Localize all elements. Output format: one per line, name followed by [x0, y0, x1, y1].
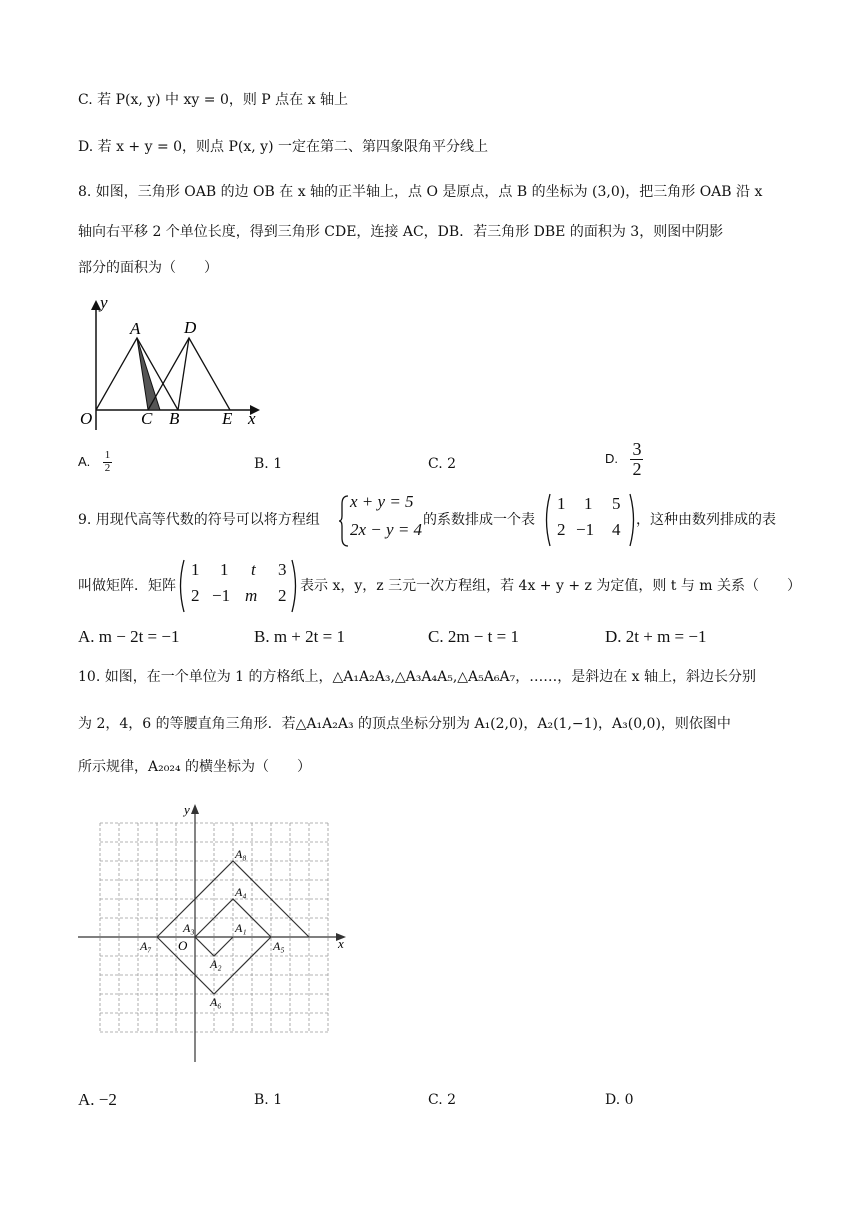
q9-text-line1a: 9. 用现代高等代数的符号可以将方程组 [78, 512, 320, 528]
q8-option-a: A. $\frac{1}{2}$ [78, 449, 111, 474]
q8-text-line1: 8. 如图，三角形 OAB 的边 OB 在 x 轴的正半轴上，点 O 是原点，点 B 的坐标为 (3,0)，把三角形 OAB 沿 x [78, 184, 763, 200]
q9-matrix1-r1c3: 5 [612, 494, 621, 513]
q9-matrix2-r2c1: 2 [191, 586, 200, 605]
q9-matrix2-r1c4: 3 [278, 560, 287, 579]
q8-option-d: D. $\frac{3}{2}$ [605, 439, 642, 479]
label-y: y [184, 802, 190, 817]
q10-text-line1: 10. 如图，在一个单位为 1 的方格纸上，△A₁A₂A₃,△A₃A₄A₅,△A₅A₆A₇，……，是斜边在 x 轴上，斜边长分别 [78, 669, 757, 685]
label-c: C [141, 409, 153, 428]
label-a2: A₂ [210, 957, 222, 971]
q9-matrix2-r1c3: t [251, 560, 256, 579]
label-a1: A₁ [235, 921, 247, 935]
triangle-oab [96, 338, 178, 410]
q8-option-c: C. 2 [428, 456, 457, 472]
q9-option-a: A. m − 2t = −1 [78, 627, 180, 646]
q7-option-d: D. 若 x + y = 0，则点 P(x, y) 一定在第二、第四象限角平分线上 [78, 139, 488, 155]
q9-text-line2a: 叫做矩阵．矩阵 [78, 578, 176, 594]
q9-matrix1-r2c3: 4 [612, 520, 621, 539]
label-a8: A₈ [235, 847, 247, 861]
q8-text-line2: 轴向右平移 2 个单位长度，得到三角形 CDE，连接 AC，DB．若三角形 DBE 的面积为 3，则图中阴影 [78, 224, 724, 240]
q10-figure [72, 800, 362, 1070]
q8-option-b: B. 1 [254, 456, 283, 472]
q10-option-d: D. 0 [605, 1092, 634, 1108]
label-a: A [130, 319, 141, 338]
q7-option-c: C. 若 P(x, y) 中 xy = 0，则 P 点在 x 轴上 [78, 92, 348, 108]
triangle-cde [148, 338, 230, 410]
q9-matrix1-r1c1: 1 [557, 494, 566, 513]
q10-option-a: A. −2 [78, 1090, 117, 1109]
shaded-region [137, 338, 160, 410]
q9-option-c: C. 2m − t = 1 [428, 627, 519, 646]
label-a6: A₆ [210, 995, 222, 1009]
label-o: O [80, 409, 93, 428]
label-b: B [169, 409, 180, 428]
q8-figure [70, 292, 270, 432]
q9-brace [338, 494, 350, 548]
label-a4: A₄ [235, 885, 247, 899]
q9-matrix2-r2c4: 2 [278, 586, 287, 605]
label-x: x [248, 409, 256, 428]
q9-equation-2: 2x − y = 4 [350, 520, 423, 539]
q9-option-d: D. 2t + m = −1 [605, 627, 707, 646]
q9-equation-1: x + y = 5 [350, 492, 414, 511]
q9-matrix1-r2c2: −1 [576, 520, 595, 539]
q9-matrix1-r2c1: 2 [557, 520, 566, 539]
q9-matrix2-r2c3: m [245, 586, 258, 605]
y-axis-arrow [191, 804, 199, 814]
q9-matrix2-r1c1: 1 [191, 560, 200, 579]
label-a5: A₅ [273, 939, 285, 953]
q9-matrix2-r2c2: −1 [212, 586, 231, 605]
label-y: y [100, 293, 108, 312]
label-e: E [222, 409, 233, 428]
q9-matrix1-r1c2: 1 [584, 494, 593, 513]
q9-matrix2-r1c2: 1 [220, 560, 229, 579]
q10-option-b: B. 1 [254, 1092, 283, 1108]
q9-text-line1b: 的系数排成一个表 [423, 512, 535, 528]
q10-text-line2: 为 2，4，6 的等腰直角三角形．若△A₁A₂A₃ 的顶点坐标分别为 A₁(2,0)，A₂(1,−1)，A₃(0,0)，则依图中 [78, 716, 731, 732]
q9-text-line1c: ，这种由数列排成的表 [636, 512, 776, 528]
label-a3: A₃ [183, 921, 195, 935]
q9-option-b: B. m + 2t = 1 [254, 627, 345, 646]
label-o: O [178, 938, 188, 953]
label-a7: A₇ [140, 939, 152, 953]
q10-text-line3: 所示规律，A₂₀₂₄ 的横坐标为（ ） [78, 759, 312, 775]
label-x: x [338, 936, 344, 951]
q8-text-line3: 部分的面积为（ ） [78, 260, 218, 276]
q10-option-c: C. 2 [428, 1092, 457, 1108]
q9-text-line2b: 表示 x，y，z 三元一次方程组，若 4x + y + z 为定值，则 t 与 m 关系（ ） [300, 578, 802, 594]
label-d: D [184, 318, 197, 337]
